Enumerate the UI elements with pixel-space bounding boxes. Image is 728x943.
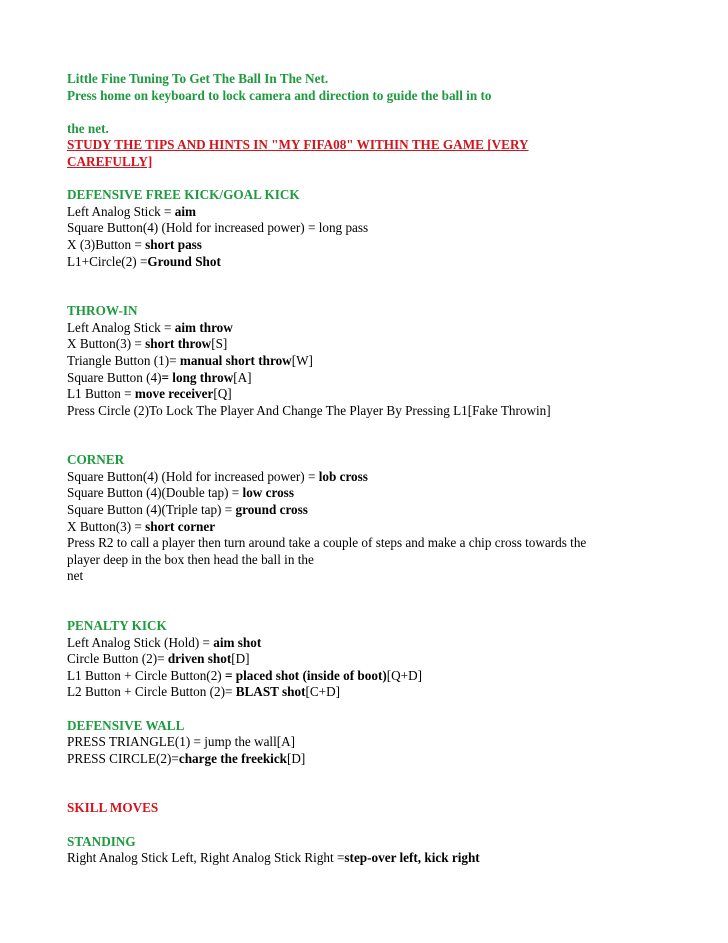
spacer xyxy=(67,701,707,718)
control-row xyxy=(67,220,707,237)
control-action: ground cross xyxy=(235,502,308,518)
control-row: net xyxy=(67,568,84,584)
control-row: Press R2 to call a player then turn around take a couple of steps and make a chip cross towards the xyxy=(67,535,587,551)
control-action: = placed shot (inside of boot) xyxy=(224,667,387,683)
control-text: L1 Button = xyxy=(67,386,135,402)
control-row xyxy=(67,254,707,271)
intro-line-2: Press home on keyboard to lock camera and direction to guide the ball in to xyxy=(67,87,492,103)
control-action: aim xyxy=(174,203,197,219)
control-row xyxy=(67,519,707,536)
control-row xyxy=(67,502,707,519)
control-text: Square Button (4) xyxy=(67,369,162,385)
spacer xyxy=(67,585,707,618)
control-row xyxy=(67,386,707,403)
spacer xyxy=(67,171,707,188)
section-heading-corner: CORNER xyxy=(67,452,125,468)
spacer xyxy=(67,104,707,121)
control-text: Triangle Button (1)= xyxy=(67,352,180,368)
control-row xyxy=(67,635,707,652)
intro-line-1: Little Fine Tuning To Get The Ball In The Net. xyxy=(67,71,329,86)
control-text: Press Circle (2)To Lock The Player And Change The Player By Pressing L1[Fake Throwin] xyxy=(67,402,551,418)
control-text: L1 Button + Circle Button(2) xyxy=(67,667,225,683)
control-text: Left Analog Stick = xyxy=(67,319,175,335)
control-text: Left Analog Stick (Hold) = xyxy=(67,634,214,650)
control-action: = long throw xyxy=(161,369,234,385)
pc-key: [S] xyxy=(211,336,228,352)
pc-key: [W] xyxy=(291,352,313,368)
control-action: aim shot xyxy=(213,634,262,650)
pc-key: [Q] xyxy=(213,386,232,402)
intro-line-3: the net. xyxy=(67,120,109,136)
pc-key: [Q+D] xyxy=(386,667,423,683)
control-action: charge the freekick xyxy=(178,750,288,766)
control-text: Square Button (4)(Double tap) = xyxy=(67,485,243,501)
control-text: Left Analog Stick = xyxy=(67,203,175,219)
control-row xyxy=(67,353,707,370)
control-row: PRESS TRIANGLE(1) = jump the wall[A] xyxy=(67,734,296,750)
control-row xyxy=(67,320,707,337)
control-action: manual short throw xyxy=(179,352,292,368)
control-action: short throw xyxy=(145,336,212,352)
control-row xyxy=(67,370,707,387)
control-action: driven shot xyxy=(167,651,232,667)
section-heading-penalty-kick: PENALTY KICK xyxy=(67,618,167,634)
control-action: step-over left, kick right xyxy=(344,850,480,866)
control-text: Right Analog Stick Left, Right Analog Stick Right = xyxy=(67,850,345,866)
control-row xyxy=(67,204,707,221)
control-row xyxy=(67,684,707,701)
control-row xyxy=(67,237,707,254)
control-text: L2 Button + Circle Button (2)= xyxy=(67,684,236,700)
section-heading-throw-in: THROW-IN xyxy=(67,303,138,319)
control-action: BLAST shot xyxy=(235,684,306,700)
control-row xyxy=(67,403,707,420)
pc-key: [A] xyxy=(233,369,252,385)
control-text: Square Button(4) (Hold for increased power) = xyxy=(67,468,319,484)
document-page xyxy=(67,71,707,867)
study-tips-line-2: CAREFULLY] xyxy=(67,153,153,169)
study-tips-line-1: STUDY THE TIPS AND HINTS IN "MY FIFA08" WITHIN THE GAME [VERY xyxy=(67,137,529,153)
pc-key: [C+D] xyxy=(305,684,341,700)
spacer xyxy=(67,767,707,800)
control-text: Square Button (4)(Triple tap) = xyxy=(67,502,236,518)
control-action: lob cross xyxy=(318,468,368,484)
control-text: Circle Button (2)= xyxy=(67,651,168,667)
control-text: PRESS CIRCLE(2)= xyxy=(67,750,179,766)
control-action: short pass xyxy=(145,236,202,252)
section-heading-defensive-wall: DEFENSIVE WALL xyxy=(67,717,185,733)
section-heading-skill-moves: SKILL MOVES xyxy=(67,800,159,816)
control-action: short corner xyxy=(145,518,216,534)
control-action: move receiver xyxy=(134,386,214,402)
control-text: X Button(3) = xyxy=(67,518,146,534)
spacer xyxy=(67,419,707,452)
control-action: low cross xyxy=(242,485,294,501)
control-text: X Button(3) = xyxy=(67,336,146,352)
control-row xyxy=(67,469,707,486)
control-row: player deep in the box then head the ball in the xyxy=(67,551,314,567)
control-text: Square Button(4) (Hold for increased power) = long pass xyxy=(67,220,369,236)
control-action: aim throw xyxy=(174,319,233,335)
control-row xyxy=(67,668,707,685)
control-action: Ground Shot xyxy=(147,253,221,269)
control-row xyxy=(67,751,707,768)
control-row xyxy=(67,850,707,867)
control-row xyxy=(67,651,707,668)
control-row xyxy=(67,336,707,353)
spacer xyxy=(67,817,707,834)
pc-key: [D] xyxy=(231,651,250,667)
control-text: X (3)Button = xyxy=(67,236,146,252)
control-row xyxy=(67,485,707,502)
subheading-standing: STANDING xyxy=(67,833,136,849)
control-text: L1+Circle(2) = xyxy=(67,253,148,269)
spacer xyxy=(67,270,707,303)
pc-key: [D] xyxy=(287,750,306,766)
section-heading-defensive-free-kick: DEFENSIVE FREE KICK/GOAL KICK xyxy=(67,187,300,203)
